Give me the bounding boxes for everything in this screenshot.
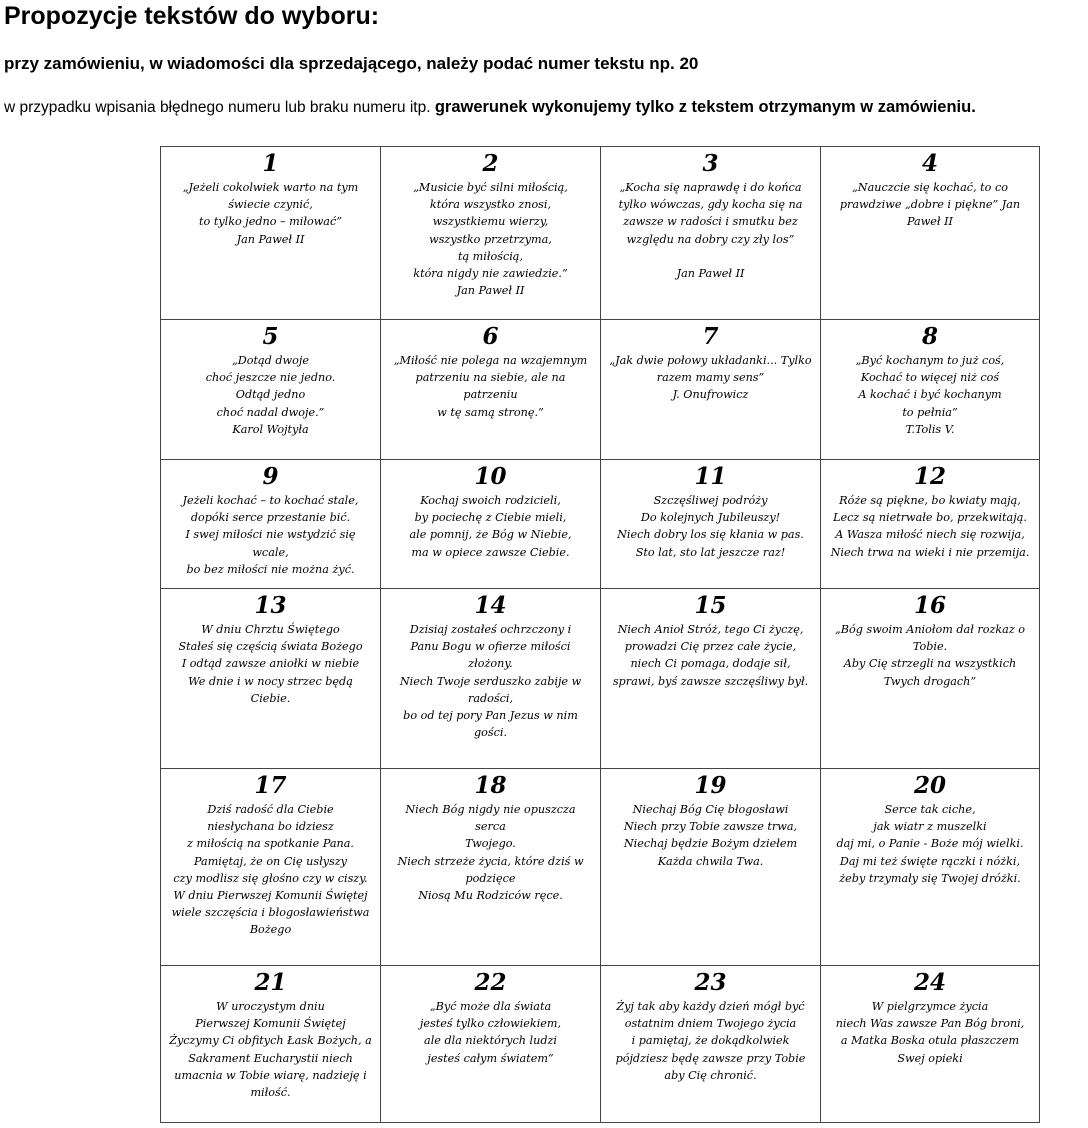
text-content: „Nauczcie się kochać, to co prawdziwe „dobre i piękne” Jan Paweł II: [839, 181, 1021, 229]
text-content: „Bóg swoim Aniołom dał rozkaz o Tobie. Aby Cię strzegli na wszystkich Twych drogach”: [834, 623, 1026, 688]
table-row: [161, 589, 1040, 769]
text-option-16: [821, 589, 1040, 769]
text-option-1: [161, 147, 381, 320]
text-content: Serce tak ciche, jak wiatr z muszelki daj mi, o Panie - Boże mój wielki. Daj mi też święte rączki i nóżki, żeby trzymały się Twojej dróżki.: [836, 803, 1024, 885]
text-number: 18: [474, 772, 507, 799]
text-option-12: [821, 460, 1040, 589]
text-option-17: [161, 769, 381, 966]
text-option-7: [601, 320, 821, 460]
engraving-note: [4, 98, 976, 117]
page-title: Propozycje tekstów do wyboru:: [4, 2, 380, 30]
text-option-24: [821, 966, 1040, 1123]
text-number: 11: [694, 463, 727, 490]
engraving-note-bold: grawerunek wykonujemy tylko z tekstem otrzymanym w zamówieniu.: [434, 98, 976, 116]
text-option-8: [821, 320, 1040, 460]
text-option-3: [601, 147, 821, 320]
text-content: „Być kochanym to już coś, Kochać to więcej niż coś A kochać i być kochanym to pełnia” T.Tolis V.: [855, 354, 1005, 436]
text-option-13: [161, 589, 381, 769]
text-content: W pielgrzymce życia niech Was zawsze Pan Bóg broni, a Matka Boska otula płaszczem Swej opieki: [835, 1000, 1025, 1065]
text-content: Kochaj swoich rodzicieli, by pociechę z Ciebie mieli, ale pomnij, że Bóg w Niebie, ma w opiece zawsze Ciebie.: [409, 494, 572, 559]
text-number: 24: [913, 969, 946, 996]
text-number: 9: [262, 463, 279, 490]
text-content: „Musicie być silni miłością, która wszystko znosi, wszystkiemu wierzy, wszystko przetrzyma, tą miłością, która nigdy nie zawiedzie.” Jan Paweł II: [413, 181, 568, 298]
text-number: 6: [482, 323, 499, 350]
text-content: Róże są piękne, bo kwiaty mają, Lecz są nietrwałe bo, przekwitają. A Wasza miłość niech się rozwija, Niech trwa na wieki i nie przemija.: [830, 494, 1030, 559]
text-number: 1: [262, 150, 279, 177]
text-option-2: [381, 147, 601, 320]
table-row: [161, 147, 1040, 320]
text-option-15: [601, 589, 821, 769]
text-content: Szczęśliwej podróży Do kolejnych Jubileuszy! Niech dobry los się kłania w pas. Sto lat, sto lat jeszcze raz!: [617, 494, 804, 559]
text-option-6: [381, 320, 601, 460]
text-option-21: [161, 966, 381, 1123]
table-row: [161, 460, 1040, 589]
text-content: Niech Anioł Stróż, tego Ci życzę, prowadzi Cię przez całe życie, niech Ci pomaga, dodaje sił, sprawi, byś zawsze szczęśliwy był.: [612, 623, 809, 688]
text-option-23: [601, 966, 821, 1123]
text-option-14: [381, 589, 601, 769]
text-number: 7: [702, 323, 719, 350]
text-number: 22: [474, 969, 507, 996]
text-content: „Miłość nie polega na wzajemnym patrzeniu na siebie, ale na patrzeniu w tę samą stronę.”: [393, 354, 588, 419]
text-content: W dniu Chrztu Świętego Stałeś się częścią świata Bożego I odtąd zawsze aniołki w niebie We dnie i w nocy strzec będą Ciebie.: [178, 623, 363, 705]
text-content: W uroczystym dniu Pierwszej Komunii Świętej Życzymy Ci obfitych Łask Bożych, a Sakrament Eucharystii niech umacnia w Tobie wiarę, nadzieję i miłość.: [169, 1000, 372, 1100]
text-number: 15: [694, 592, 727, 619]
text-number: 14: [474, 592, 507, 619]
text-content: „Kocha się naprawdę i do końca tylko wówczas, gdy kocha się na zawsze w radości i smutku bez względu na dobry czy zły los” Jan Paweł II: [618, 181, 803, 281]
text-number: 21: [254, 969, 287, 996]
text-option-11: [601, 460, 821, 589]
text-option-4: [821, 147, 1040, 320]
text-number: 12: [913, 463, 946, 490]
table-row: [161, 966, 1040, 1123]
table-row: [161, 769, 1040, 966]
engraving-note-plain: w przypadku wpisania błędnego numeru lub braku numeru itp.: [4, 99, 435, 116]
text-option-22: [381, 966, 601, 1123]
text-option-10: [381, 460, 601, 589]
text-option-5: [161, 320, 381, 460]
text-number: 8: [921, 323, 938, 350]
text-options-table: [160, 146, 1040, 1123]
text-option-18: [381, 769, 601, 966]
text-option-19: [601, 769, 821, 966]
text-number: 5: [262, 323, 279, 350]
text-number: 19: [694, 772, 727, 799]
text-number: 23: [694, 969, 727, 996]
text-number: 13: [254, 592, 287, 619]
text-option-9: [161, 460, 381, 589]
text-content: Dziś radość dla Ciebie niesłychana bo idziesz z miłością na spotkanie Pana. Pamiętaj, że on Cię usłyszy czy modlisz się głośno czy w ciszy. W dniu Pierwszej Komunii Świętej wiele szczęścia i błogosławieństwa Bożego: [171, 803, 370, 937]
text-number: 10: [474, 463, 507, 490]
text-content: Niech Bóg nigdy nie opuszcza serca Twojego. Niech strzeże życia, które dziś w podzięce Niosą Mu Rodziców ręce.: [397, 803, 584, 903]
text-content: „Jeżeli cokolwiek warto na tym świecie czynić, to tylko jedno – miłować” Jan Paweł II: [182, 181, 359, 246]
text-content: Dzisiaj zostałeś ochrzczony i Panu Bogu w ofierze miłości złożony. Niech Twoje serduszko zabije w radości, bo od tej pory Pan Jezus w nim gości.: [399, 623, 582, 740]
text-number: 2: [482, 150, 499, 177]
text-content: Jeżeli kochać – to kochać stale, dopóki serce przestanie bić. I swej miłości nie wstydzić się wcale, bo bez miłości nie można żyć.: [182, 494, 359, 576]
order-instruction: przy zamówieniu, w wiadomości dla sprzedającego, należy podać numer tekstu np. 20: [4, 54, 699, 73]
text-content: Żyj tak aby każdy dzień mógł być ostatnim dniem Twojego życia i pamiętaj, że dokądkolwiek pójdziesz będę zawsze przy Tobie aby Cię chronić.: [615, 1000, 806, 1082]
text-number: 20: [913, 772, 946, 799]
text-content: „Być może dla świata jesteś tylko człowiekiem, ale dla niektórych ludzi jesteś całym światem”: [419, 1000, 562, 1065]
text-number: 17: [254, 772, 287, 799]
text-option-20: [821, 769, 1040, 966]
text-number: 4: [921, 150, 938, 177]
text-content: „Dotąd dwoje choć jeszcze nie jedno. Odtąd jedno choć nadal dwoje.” Karol Wojtyła: [205, 354, 336, 436]
text-content: Niechaj Bóg Cię błogosławi Niech przy Tobie zawsze trwa, Niechaj będzie Bożym dziełem Każda chwila Twa.: [623, 803, 798, 868]
text-number: 16: [913, 592, 946, 619]
table-row: [161, 320, 1040, 460]
text-number: 3: [702, 150, 719, 177]
text-content: „Jak dwie połowy układanki... Tylko razem mamy sens” J. Onufrowicz: [609, 354, 812, 402]
